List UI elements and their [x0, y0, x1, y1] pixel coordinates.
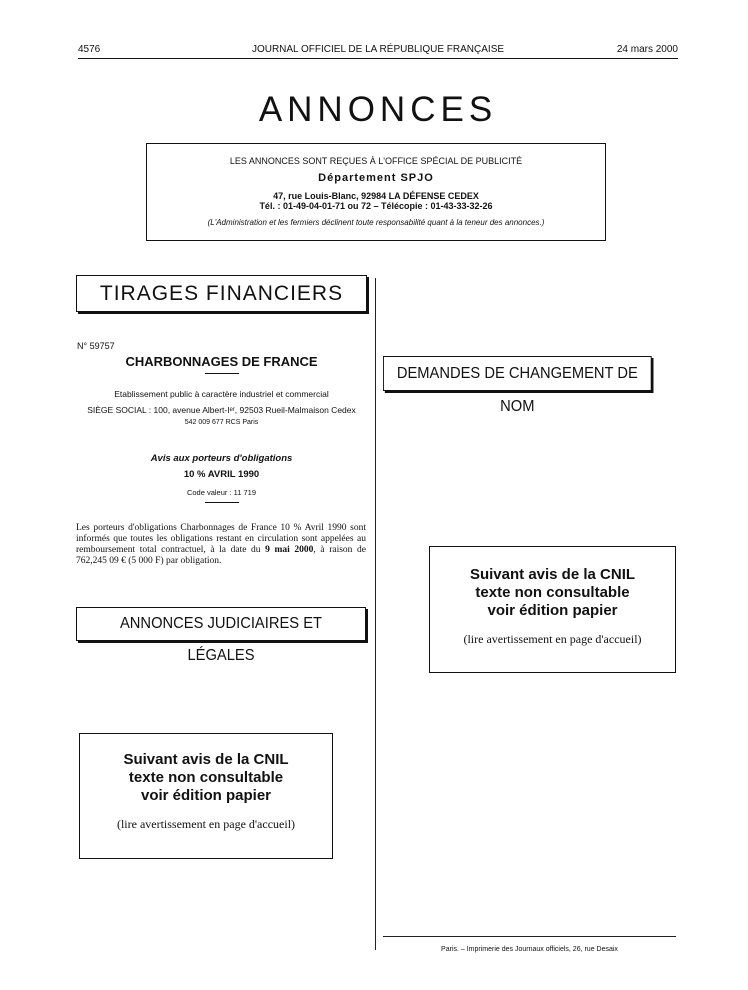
- paragraph-text: Les porteurs d'obligations Charbonnages de France 10 % Avril 1990 sont informés que toutes les obligations restant en circulation sont appelées au remboursement total contractuel, à la date du: [76, 523, 366, 555]
- bond-name: 10 % AVRIL 1990: [183, 469, 260, 480]
- office-address: 47, rue Louis-Blanc, 92984 LA DÉFENSE CEDEX: [273, 191, 479, 201]
- office-phones: Tél. : 01-49-04-01-71 ou 72 – Télécopie : 01-43-33-32-26: [259, 201, 493, 211]
- section-heading-judiciaires: [76, 607, 366, 664]
- cnil-line: Suivant avis de la CNIL: [469, 566, 636, 583]
- head-office: SIÈGE SOCIAL : 100, avenue Albert-Iᵉʳ, 92503 Rueil-Malmaison Cedex: [87, 405, 356, 415]
- separator-rule: [205, 373, 239, 374]
- cnil-line: voir édition papier: [140, 787, 272, 804]
- journal-title: JOURNAL OFFICIEL DE LA RÉPUBLIQUE FRANÇAISE: [251, 44, 505, 55]
- footer-rule: [383, 936, 676, 937]
- running-header: [78, 44, 678, 58]
- cnil-subtext: (lire avertissement en page d'accueil): [116, 817, 296, 831]
- issue-date: 24 mars 2000: [616, 44, 678, 55]
- printer-footer: Paris. – Imprimerie des Journaux officiels, 26, rue Desaix: [441, 946, 618, 953]
- notice-paragraph: [76, 523, 366, 567]
- info-line: LES ANNONCES SONT REÇUES À L'OFFICE SPÉCIAL DE PUBLICITÉ: [229, 156, 523, 166]
- page-number: 4576: [78, 44, 101, 55]
- separator-rule: [205, 502, 239, 503]
- cnil-notice-box: [429, 546, 676, 673]
- redemption-date: 9 mai 2000: [265, 545, 314, 555]
- company-name: CHARBONNAGES DE FRANCE: [125, 354, 318, 369]
- cnil-line: voir édition papier: [487, 602, 618, 619]
- cnil-line: texte non consultable: [128, 769, 284, 786]
- cnil-line: texte non consultable: [475, 584, 630, 601]
- notice-heading: Avis aux porteurs d'obligations: [150, 453, 293, 464]
- department-name: Département SPJO: [318, 172, 434, 184]
- paragraph-text: , à raison de 762,245 09 € (5 000 F) par obligation.: [76, 545, 366, 566]
- cnil-subtext: (lire avertissement en page d'accueil): [463, 632, 642, 646]
- cnil-notice-box: [79, 733, 333, 859]
- section-heading-changement-nom: DEMANDES DE CHANGEMENT DE NOM: [383, 356, 652, 391]
- notice-number: N° 59757: [77, 341, 115, 351]
- rcs-number: 542 009 677 RCS Paris: [184, 419, 259, 426]
- page-title: ANNONCES: [258, 90, 498, 129]
- disclaimer: (L'Administration et les fermiers déclinent toute responsabilité quant à la teneur des annonces.): [207, 218, 545, 227]
- column-divider: [375, 278, 376, 950]
- code-valeur: Code valeur : 11 719: [186, 488, 257, 497]
- establishment-type: Etablissement public à caractère industriel et commercial: [114, 389, 329, 399]
- section-heading-text: ANNONCES JUDICIAIRES ET LÉGALES: [119, 615, 323, 664]
- header-rule: [78, 58, 678, 59]
- publicity-info-box: [146, 143, 606, 241]
- cnil-line: Suivant avis de la CNIL: [123, 751, 289, 768]
- section-heading-tirages: TIRAGES FINANCIERS: [76, 275, 367, 312]
